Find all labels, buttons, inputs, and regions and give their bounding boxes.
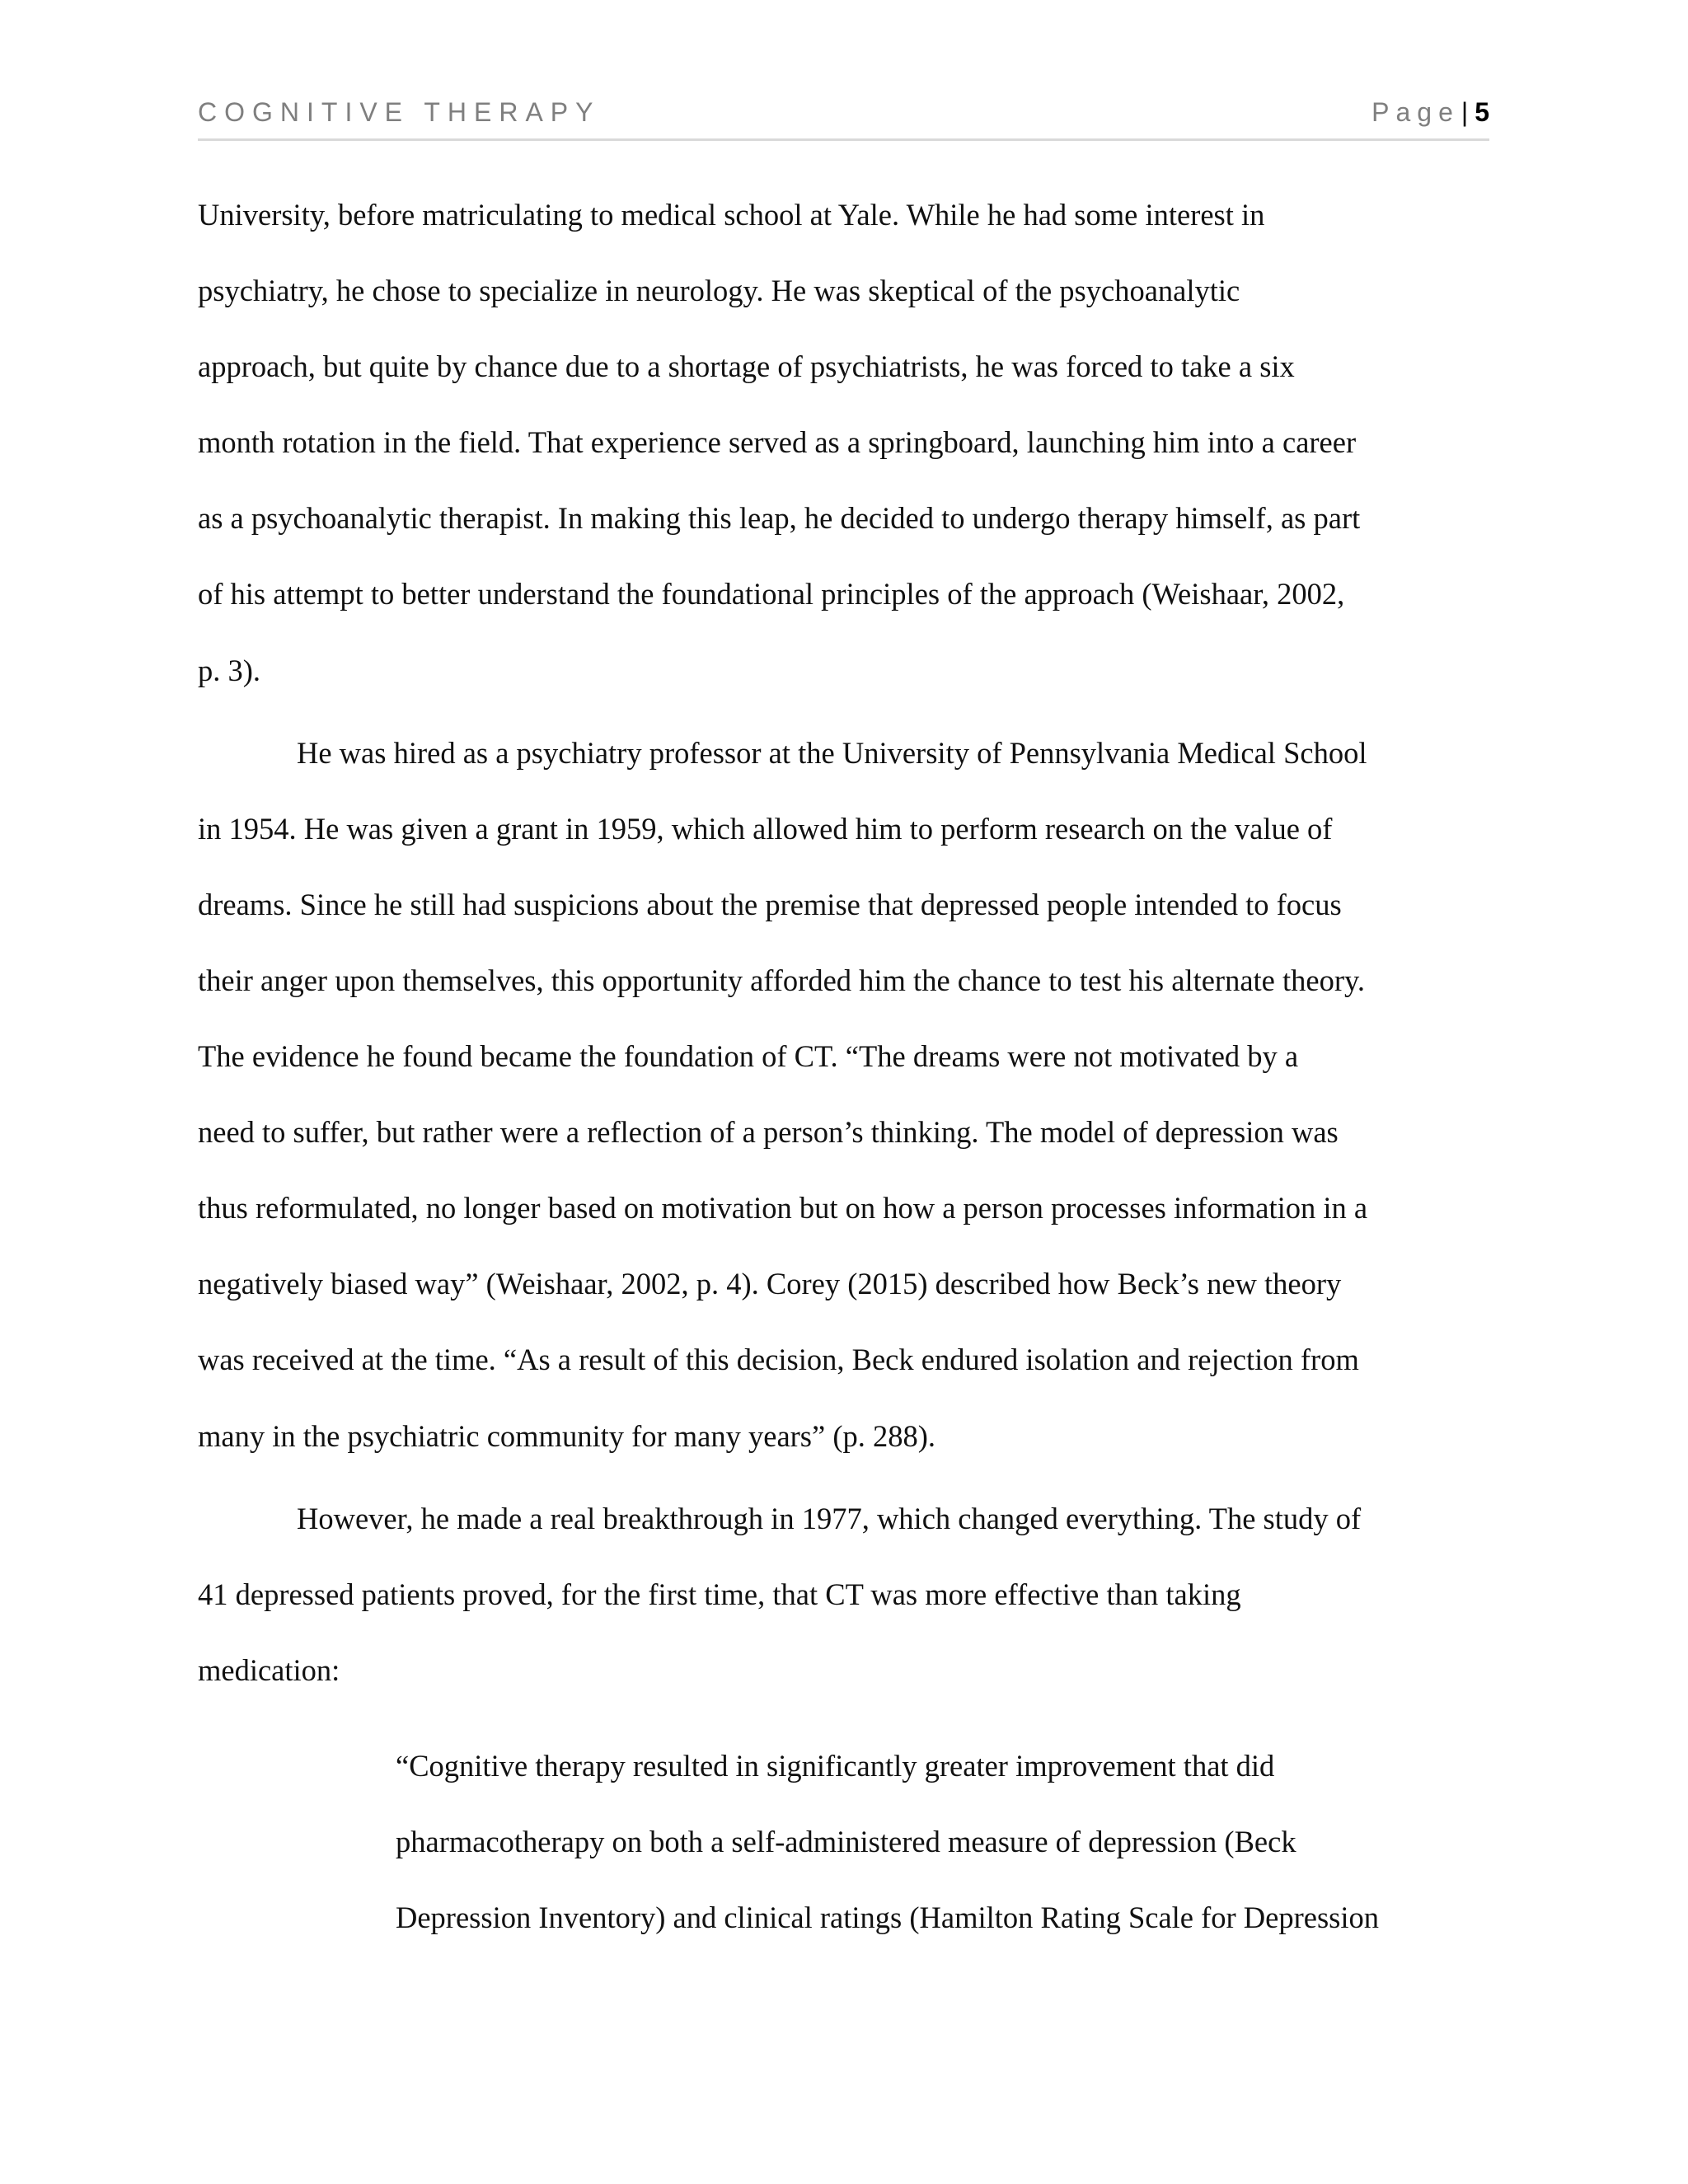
text-line: in 1954. He was given a grant in 1959, which allowed him to perform research on the value of [198, 811, 1333, 846]
page-number: 5 [1475, 97, 1489, 127]
text-line: 41 depressed patients proved, for the first time, that CT was more effective than taking [198, 1577, 1241, 1611]
body-text [198, 191, 1500, 1970]
page-header [198, 97, 1489, 141]
text-line: negatively biased way” (Weishaar, 2002, p. 4). Corey (2015) described how Beck’s new theory [198, 1267, 1342, 1301]
text-line: was received at the time. “As a result of this decision, Beck endured isolation and rejection from [198, 1343, 1359, 1377]
page-word: Page [1372, 97, 1460, 127]
block-quote [198, 1742, 1500, 1970]
paragraph [198, 191, 1500, 723]
text-line: of his attempt to better understand the foundational principles of the approach (Weishaar, 2002, [198, 577, 1345, 612]
page-separator: | [1461, 97, 1469, 127]
text-line: dreams. Since he still had suspicions about the premise that depressed people intended to focus [198, 887, 1342, 921]
quote-line: Depression Inventory) and clinical ratings (Hamilton Rating Scale for Depression [396, 1900, 1380, 1935]
text-line: thus reformulated, no longer based on motivation but on how a person processes information in a [198, 1191, 1368, 1226]
page-number-label [1372, 97, 1489, 128]
text-line: their anger upon themselves, this opportunity afforded him the chance to test his alternate theory. [198, 963, 1365, 997]
text-line: many in the psychiatric community for many years” (p. 288). [198, 1418, 936, 1453]
text-line: The evidence he found became the foundation of CT. “The dreams were not motivated by a [198, 1039, 1299, 1074]
text-line: need to suffer, but rather were a reflection of a person’s thinking. The model of depression was [198, 1115, 1339, 1150]
text-line: However, he made a real breakthrough in 1977, which changed everything. The study of [297, 1501, 1362, 1535]
text-line: p. 3). [198, 653, 261, 687]
text-line: University, before matriculating to medical school at Yale. While he had some interest in [198, 198, 1265, 232]
text-line: He was hired as a psychiatry professor at the University of Pennsylvania Medical School [297, 735, 1367, 770]
running-title: COGNITIVE THERAPY [198, 97, 601, 127]
text-line: month rotation in the field. That experience served as a springboard, launching him into a career [198, 425, 1357, 460]
text-line: approach, but quite by chance due to a shortage of psychiatrists, he was forced to take a six [198, 349, 1295, 384]
quote-line: pharmacotherapy on both a self-administered measure of depression (Beck [396, 1824, 1296, 1858]
text-line: as a psychoanalytic therapist. In making this leap, he decided to undergo therapy himself, as part [198, 501, 1361, 536]
text-line: psychiatry, he chose to specialize in neurology. He was skeptical of the psychoanalytic [198, 274, 1240, 308]
paragraph [198, 1495, 1500, 1722]
quote-line: “Cognitive therapy resulted in significantly greater improvement that did [396, 1748, 1275, 1783]
text-line: medication: [198, 1652, 340, 1687]
paragraph [198, 729, 1500, 1488]
